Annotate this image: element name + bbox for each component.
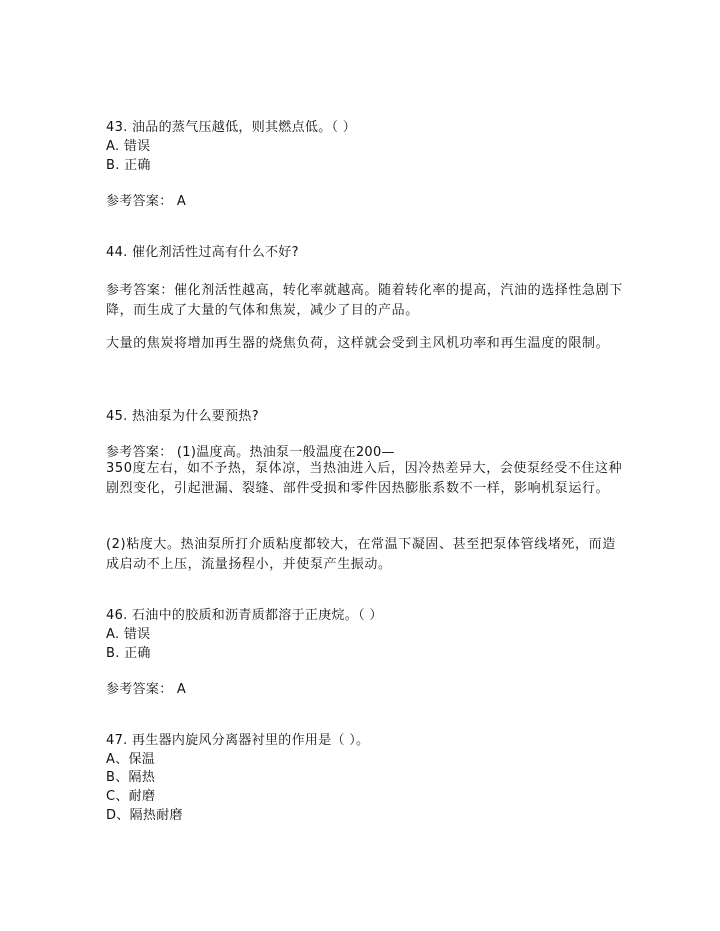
question-47-option-c: C、耐磨 (106, 789, 156, 804)
question-43-answer: 参考答案： A (106, 194, 187, 209)
question-43-option-a: A. 错误 (106, 139, 151, 154)
question-44-answer-paragraph-2: 大量的焦炭将增加再生器的烧焦负荷，这样就会受到主风机功率和再生温度的限制。 (106, 336, 610, 351)
question-43: 43. 油品的蒸气压越低，则其燃点低。（ ） (106, 120, 357, 135)
question-46-option-b: B. 正确 (106, 646, 151, 661)
question-45-answer-paragraph-2: (2)粘度大。热油泵所打介质粘度都较大，在常温下凝固、甚至把泵体管线堵死，而造成启动不上压，流量扬程小，并使泵产生振动。 (106, 537, 616, 572)
question-45-answer-line-1: 参考答案： (1)温度高。热油泵一般温度在200— (106, 445, 395, 460)
question-47-option-d: D、隔热耐磨 (106, 808, 183, 823)
question-45-answer-paragraph-1: 350度左右，如不予热，泵体凉，当热油进入后，因冷热差异大，会使泵经受不住这种剧烈变化，引起泄漏、裂缝、部件受损和零件因热膨胀系数不一样，影响机泵运行。 (106, 461, 623, 496)
question-47-option-a: A、保温 (106, 752, 156, 767)
question-46-answer: 参考答案： A (106, 682, 187, 697)
question-43-option-b: B. 正确 (106, 158, 151, 173)
question-47: 47. 再生器内旋风分离器衬里的作用是（ ）。 (106, 733, 370, 748)
question-44-answer-paragraph-1: 参考答案：催化剂活性越高，转化率就越高。随着转化率的提高，汽油的选择性急剧下降，而生成了大量的气体和焦炭，减少了目的产品。 (106, 283, 623, 318)
question-46: 46. 石油中的胶质和沥青质都溶于正庚烷。（ ） (106, 608, 383, 623)
question-45: 45. 热油泵为什么要预热? (106, 409, 259, 424)
question-46-option-a: A. 错误 (106, 627, 151, 642)
question-47-option-b: B、隔热 (106, 770, 156, 785)
question-44: 44. 催化剂活性过高有什么不好? (106, 245, 299, 260)
